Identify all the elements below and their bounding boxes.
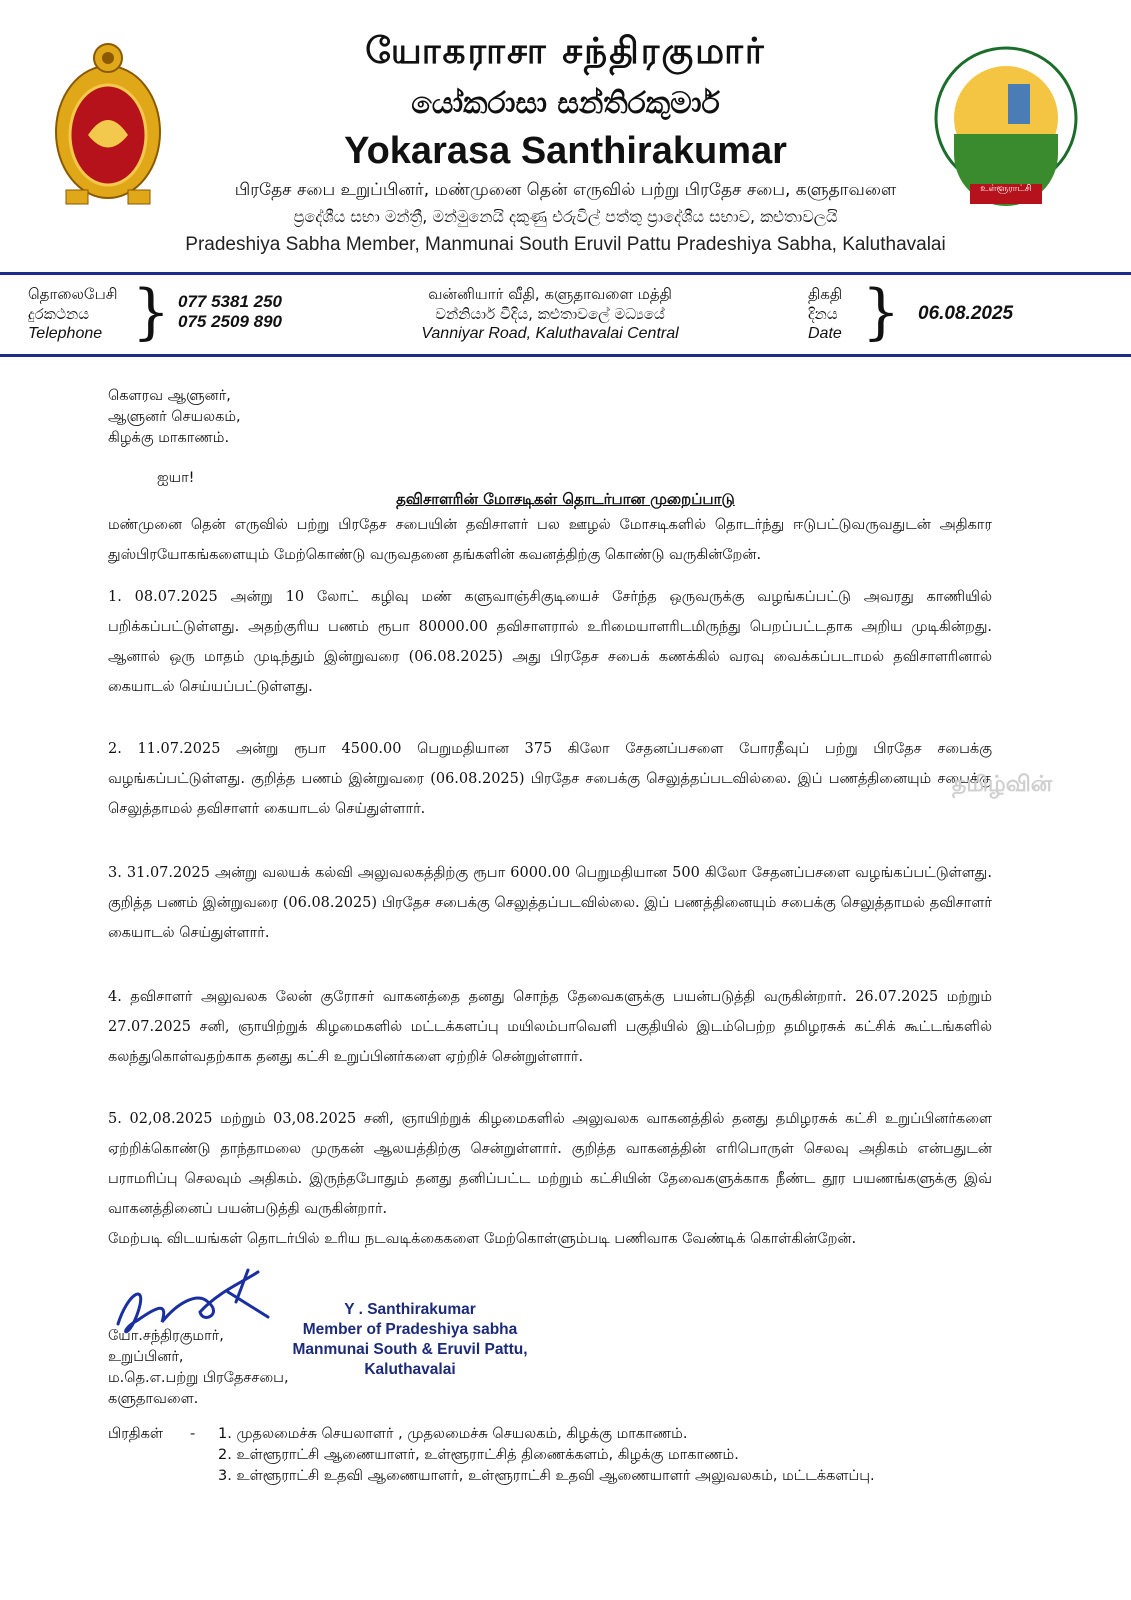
salutation: ஐயா! <box>157 470 195 486</box>
copies-dash: - <box>190 1426 196 1442</box>
address-en: Vanniyar Road, Kaluthavalai Central <box>421 325 679 342</box>
phone-label-ta: தொலைபேசி <box>28 285 118 303</box>
stamp-line: Manmunai South & Eruvil Pattu, <box>292 1341 528 1358</box>
header-rule-bottom <box>0 354 1131 357</box>
date-label-en: Date <box>808 325 842 342</box>
stamp-line: Y . Santhirakumar <box>344 1301 476 1318</box>
subject-heading: தவிசாளரின் மோசடிகள் தொடர்பான முறைப்பாடு <box>396 490 735 508</box>
stamp-line: Member of Pradeshiya sabha <box>302 1321 518 1338</box>
closing-paragraph: மேற்படி விடயங்கள் தொடர்பில் உரிய நடவடிக்கைகளை மேற்கொள்ளும்படி பணிவாக வேண்டிக் கொள்கின்றேன். <box>108 1231 857 1247</box>
name-english: Yokarasa Santhirakumar <box>344 130 787 172</box>
seal-banner-label: உள்ளூராட்சி <box>980 184 1032 194</box>
header-rule-top <box>0 272 1131 275</box>
date-label-ta: திகதி <box>808 285 843 303</box>
watermark: தமிழ்வின் <box>952 772 1053 797</box>
point-2: 2. 11.07.2025 அன்று ரூபா 4500.00 பெறுமதியான 375 கிலோ சேதனப்பசளை போரதீவுப் பற்று பிரதேச சபைக்கு வழங்கப்பட்டுள்ளது. குறித்த பணம் இன்றுவரை (06.08.2025) பிரதேச சபைக்கு செலுத்தப்படவில்லை. இப் பணத்தினையும் சபைக்கு செலுத்தாமல் தவிசாளர் கையாடல் செய்துள்ளார். <box>108 741 992 817</box>
phone-numbers <box>178 292 282 332</box>
role-english: Pradeshiya Sabha Member, Manmunai South Eruvil Pattu Pradeshiya Sabha, Kaluthavalai <box>185 234 946 255</box>
stamp-line: Kaluthavalai <box>364 1361 456 1378</box>
point-1: 1. 08.07.2025 அன்று 10 லோட் கழிவு மண் களுவாஞ்சிகுடியைச் சேர்ந்த ஒருவருக்கு வழங்கப்பட்டு அவரது காணியில் பறிக்கப்பட்டுள்ளது. அதற்குரிய பணம் ரூபா 80000.00 தவிசாளரால் உரிமையாளரிடமிருந்து பெறப்பட்டதாக அறிய முடிகின்றது. ஆனால் ஒரு மாதம் முடிந்தும் இன்றுவரை (06.08.2025) அது பிரதேச சபைக் கணக்கில் வரவு வைக்கப்படாமல் தவிசாளரினால் கையாடல் செய்யப்பட்டுள்ளது. <box>108 589 992 695</box>
signature-line: களுதாவளை. <box>108 1391 199 1407</box>
date-label-si: දිනය <box>808 305 838 323</box>
official-stamp <box>280 1300 540 1380</box>
recipient-line: ஆளுனர் செயலகம், <box>108 409 241 425</box>
phone-label <box>28 284 118 344</box>
letter-date: 06.08.2025 <box>918 303 1014 324</box>
point-5: 5. 02,08.2025 மற்றும் 03,08.2025 சனி, ஞாயிற்றுக் கிழமைகளில் அலுவலக வாகனத்தில் தனது தமிழரசுக் கட்சி உறுப்பினர்களை ஏற்றிக்கொண்டு தாந்தாமலை முருகன் ஆலயத்திற்கு சென்றுள்ளார். குறித்த வாகனத்தின் எரிபொருள் செலவு அதிகம் என்பதுடன் பராமரிப்பு செலவும் அதிகம். இருந்தபோதும் தனது தனிப்பட்ட மற்றும் கட்சியின் தேவைகளுக்காக நீண்ட தூர பயணங்களுக்கு இவ் வாகனத்தினைப் பயன்படுத்தி வருகின்றார். <box>108 1111 992 1217</box>
name-sinhala: යෝකරාසා සන්තිරකුමාර් <box>411 86 720 121</box>
recipient-address <box>108 386 241 449</box>
role-sinhala: ප්‍රදේශීය සභා මන්ත්‍රී, මන්මුනෙයි දකුණු එරුවිල් පත්තු ප්‍රාදේශීය සභාව, කළුතාවලයි <box>293 207 838 226</box>
copies-label: பிரதிகள் <box>108 1426 163 1442</box>
signature-line: உறுப்பினர், <box>108 1349 184 1365</box>
address-ta: வன்னியார் வீதி, களுதாவளை மத்தி <box>428 285 672 303</box>
brace-icon: } <box>132 277 171 347</box>
signature-block <box>108 1326 289 1410</box>
copy-item: 3. உள்ளூராட்சி உதவி ஆணையாளர், உள்ளூராட்சி உதவி ஆணையாளர் அலுவலகம், மட்டக்களப்பு. <box>218 1468 875 1484</box>
brace-icon: } <box>862 277 901 347</box>
copies-list <box>218 1424 875 1487</box>
point-4: 4. தவிசாளர் அலுவலக லேன் குரோசர் வாகனத்தை தனது சொந்த தேவைகளுக்கு பயன்படுத்தி வருகின்றார். 26.07.2025 மற்றும் 27.07.2025 சனி, ஞாயிற்றுக் கிழமைகளில் மட்டக்களப்பு மயிலம்பாவெளி பகுதியில் இடம்பெற்ற தமிழரசுக் கட்சிக் கூட்டங்களில் கலந்துகொள்வதற்காக தனது கட்சி உறுப்பினர்களை ஏற்றிச் சென்றுள்ளார். <box>108 989 992 1065</box>
signature-line: ம.தெ.எ.பற்று பிரதேசசபை, <box>108 1370 289 1386</box>
phone-1: 077 5381 250 <box>178 292 282 311</box>
point-3: 3. 31.07.2025 அன்று வலயக் கல்வி அலுவலகத்திற்கு ரூபா 6000.00 பெறுமதியான 500 கிலோ சேதனப்பசளை வழங்கப்பட்டுள்ளது. குறித்த பணம் இன்றுவரை (06.08.2025) பிரதேச சபைக்கு செலுத்தப்படவில்லை. இப் பணத்தினையும் சபைக்கு செலுத்தாமல் தவிசாளர் கையாடல் செய்துள்ளார். <box>108 865 992 941</box>
phone-2: 075 2509 890 <box>178 312 282 331</box>
address-si: වන්නියාර් වීදිය, කළුතාවලේ මධ්‍යයේ <box>435 305 665 323</box>
recipient-line: கிழக்கு மாகாணம். <box>108 430 230 446</box>
role-tamil: பிரதேச சபை உறுப்பினர், மண்முனை தென் எருவில் பற்று பிரதேச சபை, களுதாவளை <box>234 180 897 200</box>
copy-item: 2. உள்ளூராட்சி ஆணையாளர், உள்ளூராட்சித் திணைக்களம், கிழக்கு மாகாணம். <box>218 1447 739 1463</box>
intro-paragraph: மண்முனை தென் எருவில் பற்று பிரதேச சபையின் தவிசாளர் பல ஊழல் மோசடிகளில் தொடர்ந்து ஈடுபட்டுவருவதுடன் அதிகார துஸ்பிரயோகங்களையும் மேற்கொண்டு வருவதனை தங்களின் கவனத்திற்கு கொண்டு வருகின்றேன். <box>108 517 992 563</box>
signature-line: யோ.சந்திரகுமார், <box>108 1328 224 1344</box>
name-tamil: யோகராசா சந்திரகுமார் <box>365 30 766 72</box>
phone-label-en: Telephone <box>28 325 103 342</box>
copy-item: 1. முதலமைச்சு செயலாளர் , முதலமைச்சு செயலகம், கிழக்கு மாகாணம். <box>218 1426 688 1442</box>
address <box>360 284 740 344</box>
recipient-line: கௌரவ ஆளுனர், <box>108 388 231 404</box>
date-label <box>808 284 842 344</box>
phone-label-si: දුරකථනය <box>28 305 90 323</box>
